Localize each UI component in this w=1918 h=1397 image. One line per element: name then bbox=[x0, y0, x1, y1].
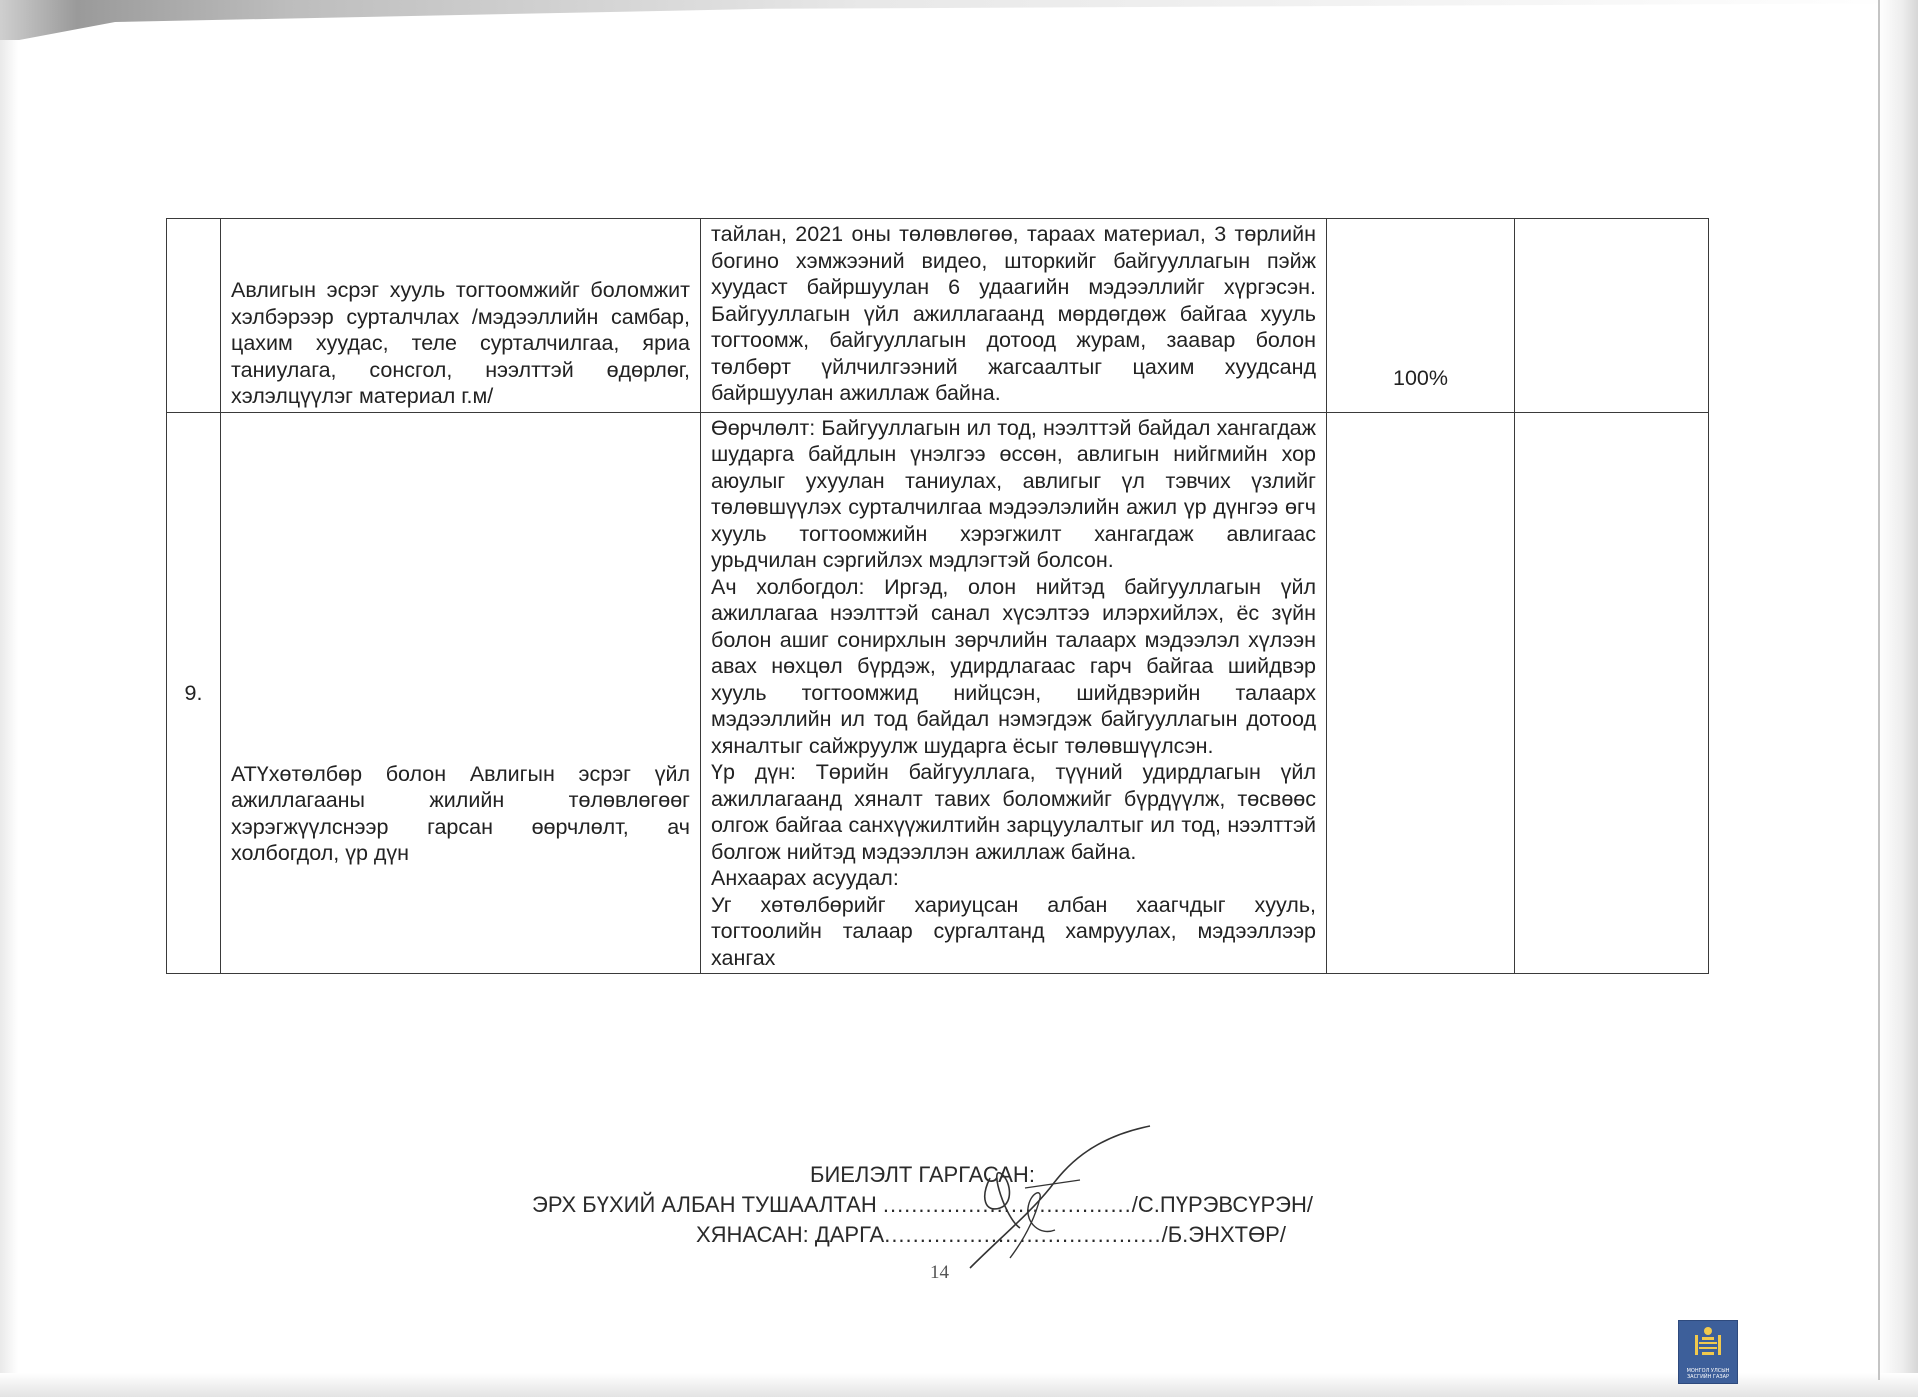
row-number bbox=[167, 219, 221, 413]
page-number: 14 bbox=[930, 1262, 949, 1283]
scan-bottom-edge bbox=[0, 1373, 1918, 1397]
signature-title: БИЕЛЭЛТ ГАРГАСАН: bbox=[810, 1162, 1035, 1187]
result-paragraph-attention-heading: Анхаарах асуудал: bbox=[711, 866, 899, 890]
row-result-text bbox=[701, 219, 1327, 413]
director-dots: ....................................... bbox=[884, 1222, 1162, 1247]
row-result-text bbox=[701, 412, 1327, 974]
row-score bbox=[1327, 412, 1515, 974]
row-note bbox=[1515, 412, 1709, 974]
row-number: 9. bbox=[167, 412, 221, 974]
result-paragraph-significance: Ач холбогдол: Иргэд, олон нийтэд байгууллагын үйл ажиллагаа нээлттэй санал хүсэлтээ илэрхийлэх, ёс зүйн болон ашиг сонирхлын зөрчлийн талаарх мэдээлэл хүлээн авах нөхцөл бүрдэж, удирдлагаас гарч байгаа шийдвэр хууль тогтоомжид нийцсэн, шийдвэрийн талаарх мэдээллийн ил тод байдал нэмэгдэж байгууллагын дотоод хяналтыг сайжруулж шударга ёсыг төлөвшүүлсэн. bbox=[711, 574, 1316, 758]
row-note bbox=[1515, 219, 1709, 413]
table-row bbox=[167, 219, 1709, 413]
official-name: /С.ПҮРЭВСҮРЭН/ bbox=[1131, 1192, 1313, 1217]
soyombo-icon bbox=[1679, 1321, 1737, 1361]
result-paragraph-attention: Уг хөтөлбөрийг хариуцсан албан хаагчдыг хууль, тогтоолийн талаар сургалтанд хамруулах, мэдээллээр хангах bbox=[711, 892, 1316, 970]
official-label: ЭРХ БҮХИЙ АЛБАН ТУШААЛТАН bbox=[532, 1192, 877, 1217]
government-logo-icon bbox=[1678, 1320, 1738, 1384]
row-score: 100% bbox=[1327, 219, 1515, 413]
row-item-text: АТҮхөтөлбөр болон Авлигын эсрэг үйл ажиллагааны жилийн төлөвлөгөөг хэрэгжүүлснээр гарсан өөрчлөлт, ач холбогдол, үр дүн bbox=[221, 412, 701, 974]
signature-line-official bbox=[532, 1190, 1313, 1219]
scan-right-edge bbox=[1878, 0, 1918, 1397]
report-table bbox=[166, 218, 1709, 974]
result-paragraph-change: Өөрчлөлт: Байгууллагын ил тод, нээлттэй байдал хангагдаж шударга байдлын үнэлгээ өссөн, авлигын нийгмийн хор аюулыг ухуулан таниулах, авлигыг үл тэвчих үзлийг төлөвшүүлэх сурталчилгаа мэдээлэлийн ажил үр дүнгээ өгч хууль тогтоомжийн хэрэгжилт хангагдаж авлигаас урьдчилан сэргийлэх мэдлэгтэй болсон. bbox=[711, 415, 1316, 572]
director-label: ХЯНАСАН: ДАРГА bbox=[696, 1222, 885, 1247]
page-edge-line bbox=[1878, 0, 1880, 1380]
logo-caption: МОНГОЛ УЛСЫН ЗАСГИЙН ГАЗАР bbox=[1686, 1368, 1730, 1380]
official-dots: ................................... bbox=[882, 1192, 1132, 1217]
scan-top-edge bbox=[0, 0, 1918, 40]
scan-left-shadow bbox=[0, 0, 18, 1397]
director-name: /Б.ЭНХТӨР/ bbox=[1161, 1222, 1286, 1247]
handwritten-signature-icon bbox=[930, 1118, 1170, 1278]
result-paragraph-outcome: Үр дүн: Төрийн байгууллага, түүний удирдлагын үйл ажиллагаанд хяналт тавих боломжийг бүрдүүлж, төсвөөс олгож байгаа санхүүжилтийн зарцуулалтыг ил тод, нээлттэй болгож нийтэд мэдээллэн ажиллаж байна. bbox=[711, 760, 1316, 864]
result-paragraph: тайлан, 2021 оны төлөвлөгөө, тараах материал, 3 төрлийн богино хэмжээний видео, шторкийг байгууллагын пэйж хуудаст байршуулан 6 удаагийн мэдээллийг хүргэсэн. Байгууллагын үйл ажиллагаанд мөрдөгдөж байгаа хууль тогтоомж, байгууллагын дотоод журам, заавар болон төлбөрт үйлчилгээний жагсаалтыг цахим хуудсанд байршуулан ажиллаж байна. bbox=[711, 222, 1316, 405]
table-row bbox=[167, 412, 1709, 974]
row-item-text: Авлигын эсрэг хууль тогтоомжийг боломжит хэлбэрээр сурталчлах /мэдээллийн самбар, цахим хуудас, теле сурталчилгаа, яриа таниулага, сонсгол, нээлттэй өдөрлөг, хэлэлцүүлэг материал г.м/ bbox=[221, 219, 701, 413]
